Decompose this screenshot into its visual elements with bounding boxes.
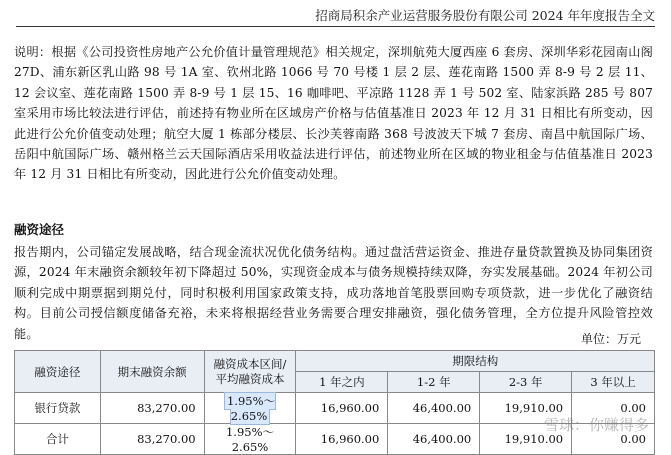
cell-cost: 1.95%～2.65% (204, 424, 296, 455)
report-header: 招商局积余产业运营服务股份有限公司 2024 年年度报告全文 (315, 8, 655, 23)
cell-term-1: 16,960.00 (296, 424, 388, 455)
cell-term-3: 19,910.00 (480, 424, 572, 455)
header-term: 期限结构 (296, 351, 655, 372)
header-route: 融资途径 (15, 351, 101, 393)
cell-balance: 83,270.00 (100, 393, 204, 424)
unit-label: 单位：万元 (580, 332, 641, 346)
header-term-4: 3 年以上 (572, 372, 655, 393)
header-divider (16, 26, 655, 27)
section-title-financing: 融资途径 (14, 222, 65, 237)
header-term-1: 1 年之内 (296, 372, 388, 393)
watermark: 雪球：你赚得多 (543, 416, 649, 434)
cell-term-3: 19,910.00 (480, 393, 572, 424)
header-balance: 期末融资余额 (100, 351, 204, 393)
cell-term-2: 46,400.00 (388, 424, 480, 455)
header-cost: 融资成本区间/平均融资成本 (204, 351, 296, 393)
cell-term-4: 0.00 (572, 424, 655, 455)
header-term-2: 1-2 年 (388, 372, 480, 393)
highlighted-cost: 1.95%～2.65% (226, 394, 276, 423)
cell-route: 银行贷款 (15, 393, 101, 424)
valuation-note-paragraph: 说明：根据《公司投资性房地产公允价值计量管理规范》相关规定，深圳航苑大厦西座 6 套房、深圳华彩花园南山阁 27D、浦东新区乳山路 98 号 1A 室、钦州北路 1066 号 70 号楼 1 层 2 层、莲花南路 1500 弄 8-9 号 2 层 11、12 会议室、莲花南路 1500 弄 8-9 号 1 层 15、16 咖啡吧、平凉路 1128 弄 1 号 502 室、陆家浜路 285 号 807 室采用市场比较法进行评估，前述持有物业所在区域房产价格与估值基准日 2023 年 12 月 31 日相比有所变动，因此进行公允价值变动处理；航空大厦 1 栋部分楼层、长沙芙蓉南路 368 号波波天下城 7 套房、南昌中航国际广场、岳阳中航国际广场、赣州格兰云天国际酒店采用收益法进行评估，前述物业所在区域的物业租金与估值基准日 2023 年 12 月 31 日相比有所变动，因此进行公允价值变动处理。 (14, 45, 653, 182)
financing-paragraph: 报告期内，公司锚定发展战略，结合现金流状况优化债务结构。通过盘活营运资金、推进存量贷款置换及协同集团资源，2024 年末融资余额较年初下降超过 50%，实现资金成本与债务规模持续双降，夯实发展基础。2024 年初公司顺利完成中期票据到期兑付，同时积极利用国家政策支持，成功落地首笔股票回购专项贷款，进一步优化了融资结构。目前公司授信额度储备充裕，未来将根据经营业务需要合理安排融资，强化债务管理，全方位提升风险管控效能。 (14, 245, 653, 341)
cell-term-2: 46,400.00 (388, 393, 480, 424)
cell-route: 合计 (15, 424, 101, 455)
cell-term-4: 0.00 (572, 393, 655, 424)
cell-balance: 83,270.00 (100, 424, 204, 455)
cell-cost (204, 393, 296, 424)
header-term-3: 2-3 年 (480, 372, 572, 393)
financing-table (14, 350, 655, 455)
cell-term-1: 16,960.00 (296, 393, 388, 424)
